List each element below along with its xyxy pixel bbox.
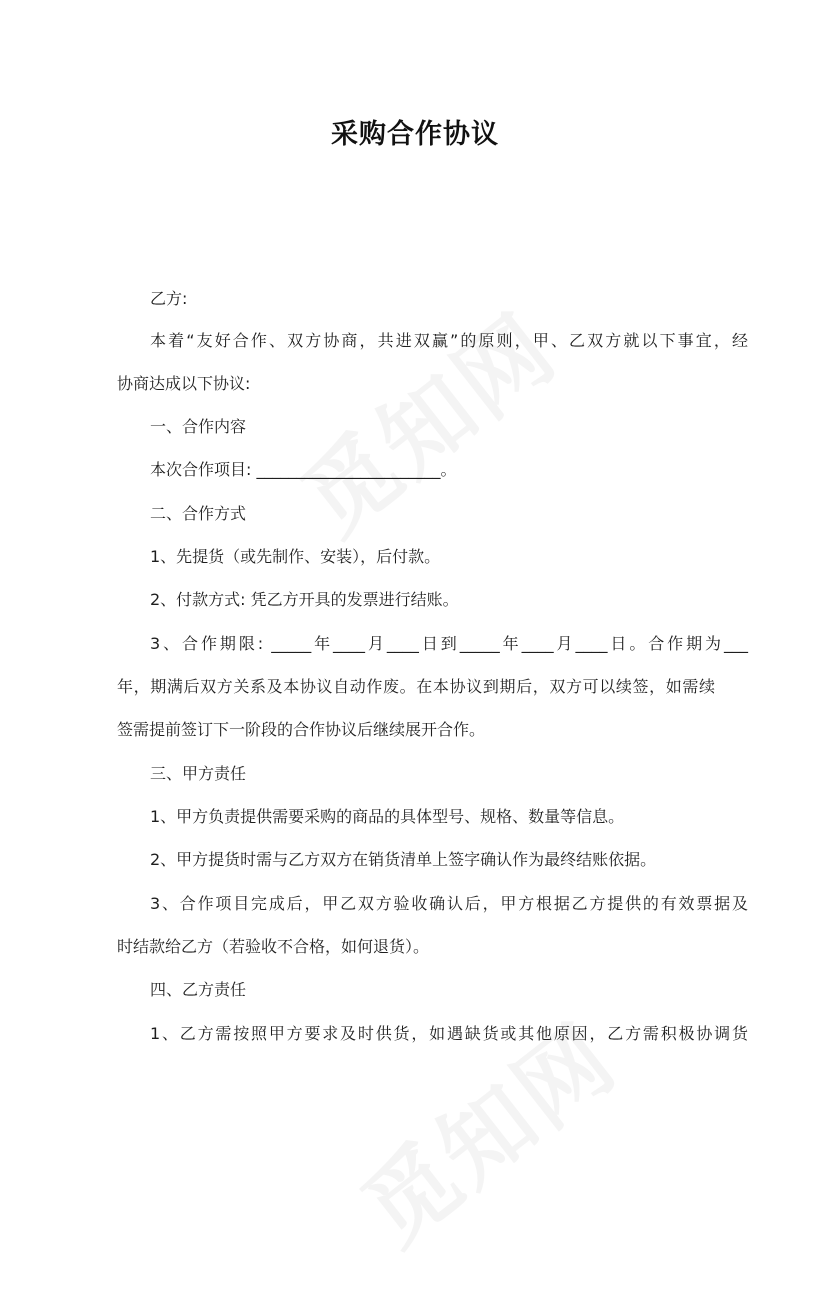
method-item-3-line-2: 年，期满后双方关系及本协议自动作废。在本协议到期后，双方可以续签，如需续	[117, 677, 715, 696]
document-title: 采购合作协议	[331, 119, 499, 150]
party-a-item-1: 1、甲方负责提供需要采购的商品的具体型号、规格、数量等信息。	[150, 807, 625, 826]
method-item-1: 1、先提货（或先制作、安装），后付款。	[150, 547, 441, 566]
preamble-line-1: 本着“友好合作、双方协商，共进双赢”的原则，甲、乙双方就以下事宜，经	[150, 331, 748, 350]
watermark-text-lower	[331, 1030, 609, 1299]
preamble-line-2: 协商达成以下协议:	[117, 374, 251, 393]
method-item-3-line-3: 签需提前签订下一阶段的合作协议后继续展开合作。	[117, 720, 486, 739]
section-heading-party-a: 三、甲方责任	[150, 764, 247, 783]
party-b-label: 乙方:	[150, 289, 188, 308]
party-a-item-3-line-2: 时结款给乙方（若验收不合格，如何退货）。	[117, 937, 430, 956]
project-field-line: 本次合作项目: _______________________。	[150, 460, 457, 479]
party-b-item-1-line-1: 1、乙方需按照甲方要求及时供货，如遇缺货或其他原因，乙方需积极协调货	[150, 1024, 748, 1043]
section-heading-cooperation-method: 二、合作方式	[150, 504, 247, 523]
party-a-item-2: 2、甲方提货时需与乙方双方在销货清单上签字确认作为最终结账依据。	[150, 850, 657, 869]
section-heading-cooperation-content: 一、合作内容	[150, 417, 247, 436]
method-item-3-line-1: 3、合作期限: _____年____月____日到_____年____月____日。合作期为___	[150, 634, 748, 653]
section-heading-party-b: 四、乙方责任	[150, 980, 247, 999]
party-a-item-3-line-1: 3、合作项目完成后，甲乙双方验收确认后，甲方根据乙方提供的有效票据及	[150, 894, 748, 913]
method-item-2: 2、付款方式: 凭乙方开具的发票进行结账。	[150, 590, 459, 609]
